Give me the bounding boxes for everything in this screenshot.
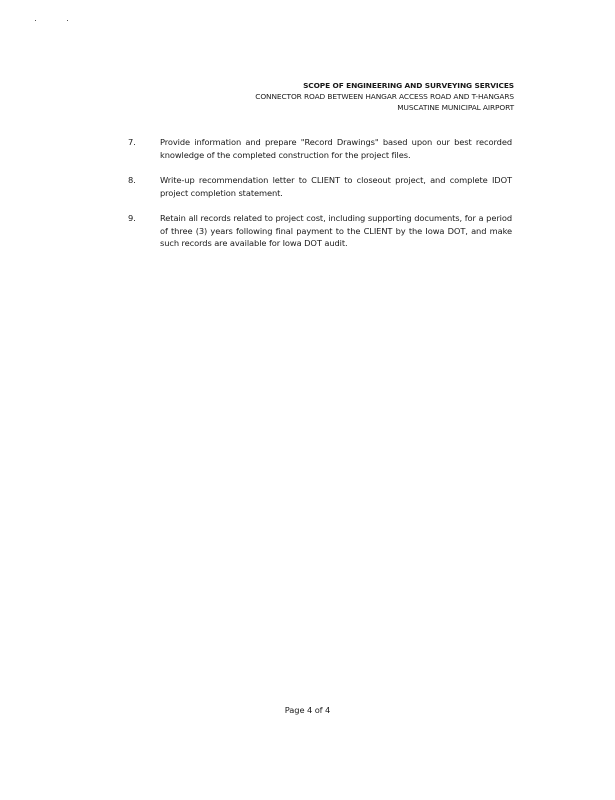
item-number: 8. bbox=[128, 175, 136, 185]
page-number: Page 4 of 4 bbox=[284, 705, 331, 715]
list-item bbox=[128, 212, 512, 250]
item-number: 9. bbox=[128, 213, 136, 223]
header-title: SCOPE OF ENGINEERING AND SURVEYING SERVICES bbox=[303, 81, 514, 90]
scope-items-list bbox=[128, 136, 512, 263]
list-item bbox=[128, 136, 512, 161]
header-project: CONNECTOR ROAD BETWEEN HANGAR ACCESS ROAD AND T-HANGARS bbox=[255, 92, 514, 101]
item-text: Write-up recommendation letter to CLIENT to closeout project, and complete IDOT project completion statement. bbox=[160, 175, 512, 198]
document-header bbox=[255, 80, 514, 113]
scan-artifact-dot bbox=[35, 20, 36, 21]
item-number: 7. bbox=[128, 137, 136, 147]
list-item bbox=[128, 174, 512, 199]
header-location: MUSCATINE MUNICIPAL AIRPORT bbox=[397, 103, 514, 112]
item-text: Provide information and prepare "Record Drawings" based upon our best recorded knowledge of the completed construction for the project files. bbox=[160, 137, 512, 160]
item-text: Retain all records related to project cost, including supporting documents, for a period of three (3) years following final payment to the CLIENT by the Iowa DOT, and make such records are available for Iowa DOT audit. bbox=[160, 213, 512, 248]
scan-artifact-dot bbox=[67, 20, 68, 21]
